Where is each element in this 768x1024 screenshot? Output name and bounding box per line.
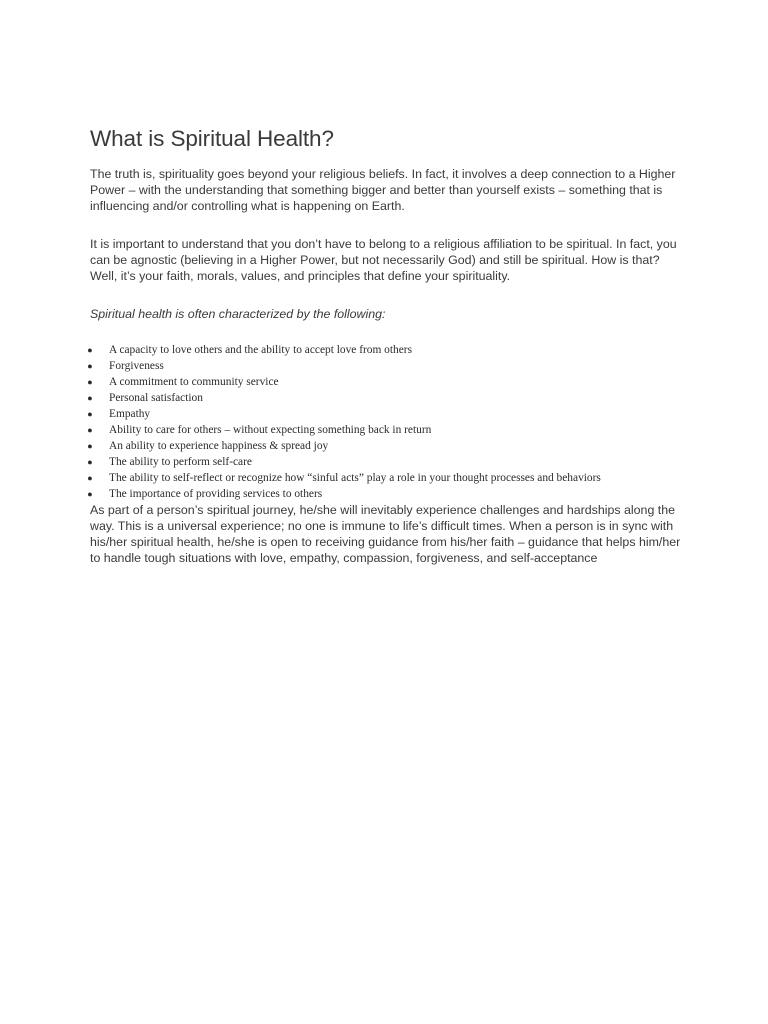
list-item xyxy=(87,390,682,406)
list-item-text: The importance of providing services to others xyxy=(109,488,323,500)
list-intro: Spiritual health is often characterized by the following: xyxy=(90,307,386,321)
article-title: What is Spiritual Health? xyxy=(90,126,334,151)
paragraph-2: It is important to understand that you don’t have to belong to a religious affiliation to be spiritual. In fact, you can be agnostic (believing in a Higher Power, but not necessarily God) and still be spiritual. How is that? Well, it’s your faith, morals, values, and principles that define your spirituality. xyxy=(90,237,677,283)
paragraph-1: The truth is, spirituality goes beyond your religious beliefs. In fact, it involves a deep connection to a Higher Power – with the understanding that something bigger and better than yourself exists – something that is influencing and/or controlling what is happening on Earth. xyxy=(90,167,676,213)
bullet-icon: ● xyxy=(87,441,93,451)
traits-list xyxy=(87,342,682,502)
list-item-text: The ability to perform self-care xyxy=(109,456,252,468)
list-item xyxy=(87,438,682,454)
list-item xyxy=(87,454,682,470)
bullet-icon: ● xyxy=(87,489,93,499)
bullet-icon: ● xyxy=(87,361,93,371)
closing-paragraph: As part of a person’s spiritual journey, he/she will inevitably experience challenges and hardships along the way. This is a universal experience; no one is immune to life’s difficult times. When a person is in sync with his/her spiritual health, he/she is open to receiving guidance from his/her faith – guidance that helps him/her to handle tough situations with love, empathy, compassion, forgiveness, and self-acceptance xyxy=(90,503,681,565)
bullet-icon: ● xyxy=(87,409,93,419)
list-item-text: A capacity to love others and the ability to accept love from others xyxy=(109,344,413,356)
list-item xyxy=(87,422,682,438)
list-item xyxy=(87,470,682,486)
list-item xyxy=(87,486,682,502)
list-item-text: A commitment to community service xyxy=(109,376,279,388)
list-item-text: Ability to care for others – without expecting something back in return xyxy=(109,424,432,436)
list-item xyxy=(87,358,682,374)
bullet-icon: ● xyxy=(87,393,93,403)
list-item-text: An ability to experience happiness & spread joy xyxy=(109,440,329,452)
list-item xyxy=(87,342,682,358)
bullet-icon: ● xyxy=(87,473,93,483)
article-body xyxy=(87,124,682,566)
list-item-text: The ability to self-reflect or recognize how “sinful acts” play a role in your thought processes and behaviors xyxy=(109,472,601,484)
bullet-icon: ● xyxy=(87,425,93,435)
list-item-text: Personal satisfaction xyxy=(109,392,203,404)
list-item xyxy=(87,374,682,390)
list-item-text: Empathy xyxy=(109,408,151,420)
list-item xyxy=(87,406,682,422)
bullet-icon: ● xyxy=(87,345,93,355)
bullet-icon: ● xyxy=(87,377,93,387)
list-item-text: Forgiveness xyxy=(109,360,164,372)
bullet-icon: ● xyxy=(87,457,93,467)
